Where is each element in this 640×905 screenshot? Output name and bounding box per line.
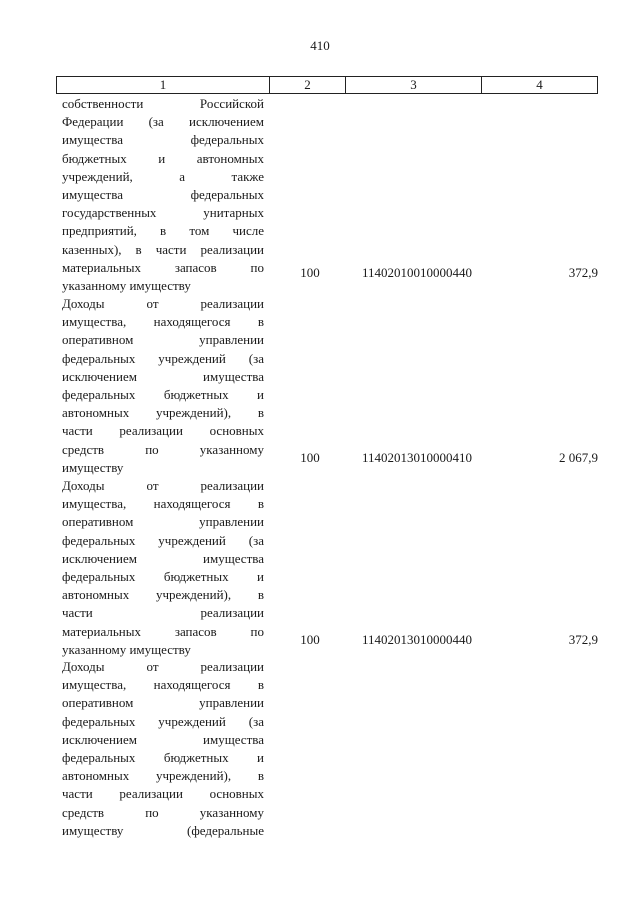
description-line: части реализации основных	[62, 423, 264, 439]
description-line: имущества, находящегося в	[62, 677, 264, 693]
description-line: учреждений, а также	[62, 168, 264, 184]
description-line: имущества федеральных	[62, 186, 264, 202]
description-line: материальных запасов по	[62, 259, 264, 275]
description-line: части реализации	[62, 605, 264, 621]
description-line: средств по указанному	[62, 441, 264, 457]
amount: 372,9	[568, 265, 598, 280]
admin-code: 100	[300, 450, 320, 465]
description-line: средств по указанному	[62, 804, 264, 820]
description-line: собственности Российской	[62, 96, 264, 111]
description-line: имущества, находящегося в	[62, 314, 264, 330]
header-col-3: 3	[346, 77, 482, 93]
description-line: материальных запасов по	[62, 623, 264, 639]
admin-code: 100	[300, 265, 320, 280]
row-description	[62, 658, 264, 840]
description-line: исключением имущества	[62, 550, 264, 566]
table-row	[62, 295, 598, 475]
description-line: Доходы от реализации	[62, 659, 264, 674]
admin-code: 100	[300, 632, 320, 647]
description-line: Доходы от реализации	[62, 296, 264, 311]
description-line: имуществу	[62, 459, 124, 475]
description-line: предприятий, в том числе	[62, 223, 264, 239]
description-line: федеральных учреждений (за	[62, 532, 264, 548]
row-description	[62, 295, 264, 477]
description-line: оперативном управлении	[62, 332, 264, 348]
description-line: исключением имущества	[62, 731, 264, 747]
table-row	[62, 95, 598, 295]
description-line: части реализации основных	[62, 786, 264, 802]
description-line: казенных), в части реализации	[62, 241, 264, 257]
page-number: 410	[310, 38, 330, 53]
table-row	[62, 658, 598, 838]
description-line: федеральных бюджетных и	[62, 386, 264, 402]
kbk-code: 11402013010000440	[361, 632, 473, 647]
header-col-1: 1	[57, 77, 270, 93]
description-line: имуществу (федеральные	[62, 822, 264, 838]
description-line: Федерации (за исключением	[62, 114, 264, 130]
description-line: указанному имуществу	[62, 277, 191, 293]
description-line: федеральных бюджетных и	[62, 749, 264, 765]
table-row	[62, 477, 598, 657]
description-line: имущества федеральных	[62, 132, 264, 148]
description-line: оперативном управлении	[62, 695, 264, 711]
description-line: автономных учреждений), в	[62, 587, 264, 603]
description-line: автономных учреждений), в	[62, 768, 264, 784]
header-col-4: 4	[536, 77, 543, 92]
table-header	[56, 76, 598, 94]
kbk-code: 11402010010000440	[361, 265, 473, 280]
kbk-code: 11402013010000410	[361, 450, 473, 465]
amount: 372,9	[568, 632, 598, 647]
description-line: оперативном управлении	[62, 514, 264, 530]
description-line: государственных унитарных	[62, 205, 264, 221]
description-line: указанному имуществу	[62, 641, 191, 657]
description-line: федеральных бюджетных и	[62, 568, 264, 584]
row-description	[62, 477, 264, 659]
description-line: исключением имущества	[62, 368, 264, 384]
amount: 2 067,9	[559, 450, 598, 465]
header-col-2: 2	[270, 77, 346, 93]
description-line: имущества, находящегося в	[62, 496, 264, 512]
description-line: автономных учреждений), в	[62, 405, 264, 421]
row-description	[62, 95, 264, 295]
description-line: федеральных учреждений (за	[62, 350, 264, 366]
description-line: бюджетных и автономных	[62, 150, 264, 166]
description-line: Доходы от реализации	[62, 478, 264, 493]
description-line: федеральных учреждений (за	[62, 713, 264, 729]
